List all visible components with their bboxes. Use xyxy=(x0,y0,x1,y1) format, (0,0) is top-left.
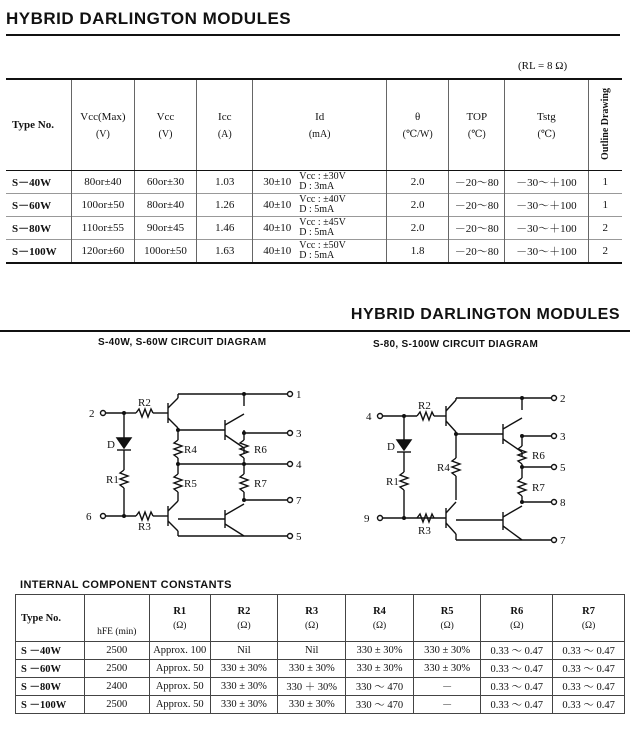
constants-title: INTERNAL COMPONENT CONSTANTS xyxy=(20,579,232,591)
cell-r7: 0.33 ～ 0.47 xyxy=(553,660,625,678)
section-rule xyxy=(0,330,630,332)
spec-table xyxy=(6,78,622,264)
component-label: R1 xyxy=(106,474,119,486)
pin-label: 2 xyxy=(89,408,95,420)
cell-r2: 330 ± 30% xyxy=(210,678,278,696)
cell-r6: 0.33 ～ 0.47 xyxy=(481,642,553,660)
constants-header: Type No. xyxy=(16,595,85,642)
cell-outline: 2 xyxy=(588,240,622,264)
cell-type: S －60W xyxy=(16,660,85,678)
pin-label: 2 xyxy=(560,393,566,405)
cell-outline: 2 xyxy=(588,217,622,240)
cell-r7: 0.33 ～ 0.47 xyxy=(553,642,625,660)
spec-header: Tstg (℃) xyxy=(505,79,588,171)
component-label: R3 xyxy=(138,521,151,533)
cell-r3: 330 ＋ 30% xyxy=(278,678,346,696)
component-label: D xyxy=(387,441,395,453)
component-label: R6 xyxy=(254,444,267,456)
cell-type: S－60W xyxy=(6,194,72,217)
cell-r2: Nil xyxy=(210,642,278,660)
cell-r3: 330 ± 30% xyxy=(278,696,346,714)
constants-row xyxy=(16,678,625,696)
cell-type: S－80W xyxy=(6,217,72,240)
pin-label: 7 xyxy=(560,535,566,547)
spec-header: Icc (A) xyxy=(197,79,253,171)
cell-tstg: －30～＋100 xyxy=(505,217,588,240)
constants-header: R5 (Ω) xyxy=(413,595,481,642)
cell-r4: 330 ～ 470 xyxy=(346,696,414,714)
constants-header-row xyxy=(16,595,625,642)
cell-r5: 330 ± 30% xyxy=(413,660,481,678)
spec-header: Id (mA) xyxy=(253,79,387,171)
spec-row xyxy=(6,171,622,194)
cell-vccmax: 120or±60 xyxy=(72,240,135,264)
cell-r4: 330 ～ 470 xyxy=(346,678,414,696)
pin-label: 5 xyxy=(296,531,302,543)
spec-header: Type No. xyxy=(6,79,72,171)
cell-vccmax: 110or±55 xyxy=(72,217,135,240)
component-label: R6 xyxy=(532,450,545,462)
cell-hfe: 2500 xyxy=(84,696,149,714)
load-note: (RL = 8 Ω) xyxy=(518,60,568,72)
cell-r7: 0.33 ～ 0.47 xyxy=(553,696,625,714)
cell-r4: 330 ± 30% xyxy=(346,660,414,678)
spec-header: Vcc (V) xyxy=(134,79,197,171)
cell-r5: 330 ± 30% xyxy=(413,642,481,660)
cell-r5: － xyxy=(413,678,481,696)
spec-row xyxy=(6,240,622,264)
cell-r6: 0.33 ～ 0.47 xyxy=(481,696,553,714)
cell-id: 40±10 Vcc : ±50V D : 5mA xyxy=(253,240,387,264)
component-label: R5 xyxy=(184,478,197,490)
cell-r6: 0.33 ～ 0.47 xyxy=(481,660,553,678)
cell-r3: 330 ± 30% xyxy=(278,660,346,678)
cell-theta: 1.8 xyxy=(387,240,449,264)
title-rule xyxy=(6,34,620,36)
cell-vcc: 80or±40 xyxy=(134,194,197,217)
constants-header: R7 (Ω) xyxy=(553,595,625,642)
spec-header: θ (℃/W) xyxy=(387,79,449,171)
cell-outline: 1 xyxy=(588,194,622,217)
cell-id: 40±10 Vcc : ±40V D : 5mA xyxy=(253,194,387,217)
component-label: R4 xyxy=(437,462,450,474)
constants-header: hFE (min) xyxy=(84,595,149,642)
cell-id: 30±10 Vcc : ±30V D : 3mA xyxy=(253,171,387,194)
cell-theta: 2.0 xyxy=(387,194,449,217)
cell-icc: 1.46 xyxy=(197,217,253,240)
diagram1-caption: S-40W, S-60W CIRCUIT DIAGRAM xyxy=(98,337,267,348)
constants-header: R3 (Ω) xyxy=(278,595,346,642)
pin-label: 7 xyxy=(296,495,302,507)
cell-theta: 2.0 xyxy=(387,217,449,240)
cell-tstg: －30～＋100 xyxy=(505,194,588,217)
pin-label: 8 xyxy=(560,497,566,509)
pin-label: 3 xyxy=(560,431,566,443)
cell-vcc: 100or±50 xyxy=(134,240,197,264)
cell-outline: 1 xyxy=(588,171,622,194)
pin-label: 4 xyxy=(366,411,372,423)
cell-type: S －100W xyxy=(16,696,85,714)
component-label: R7 xyxy=(532,482,545,494)
constants-row xyxy=(16,660,625,678)
pin-label: 4 xyxy=(296,459,302,471)
cell-type: S－40W xyxy=(6,171,72,194)
pin-label: 1 xyxy=(296,389,302,401)
cell-id: 40±10 Vcc : ±45V D : 5mA xyxy=(253,217,387,240)
constants-header: R2 (Ω) xyxy=(210,595,278,642)
cell-type: S－100W xyxy=(6,240,72,264)
pin-label: 9 xyxy=(364,513,370,525)
component-label: D xyxy=(107,439,115,451)
component-label: R2 xyxy=(138,397,151,409)
cell-icc: 1.03 xyxy=(197,171,253,194)
constants-header: R4 (Ω) xyxy=(346,595,414,642)
spec-row xyxy=(6,217,622,240)
component-label: R3 xyxy=(418,525,431,537)
cell-r1: Approx. 50 xyxy=(149,696,210,714)
spec-header-row xyxy=(6,79,622,171)
pin-label: 3 xyxy=(296,428,302,440)
component-label: R7 xyxy=(254,478,267,490)
circuit-diagram-1 xyxy=(0,370,310,550)
cell-r3: Nil xyxy=(278,642,346,660)
cell-hfe: 2500 xyxy=(84,642,149,660)
spec-row xyxy=(6,194,622,217)
cell-theta: 2.0 xyxy=(387,171,449,194)
cell-r1: Approx. 100 xyxy=(149,642,210,660)
spec-header: Outline Drawing xyxy=(588,79,622,171)
cell-vcc: 90or±45 xyxy=(134,217,197,240)
spec-header: Vcc(Max) (V) xyxy=(72,79,135,171)
page-title: HYBRID DARLINGTON MODULES xyxy=(6,9,292,28)
cell-tstg: －30～＋100 xyxy=(505,240,588,264)
cell-r1: Approx. 50 xyxy=(149,678,210,696)
constants-row xyxy=(16,642,625,660)
cell-top: －20～80 xyxy=(449,217,505,240)
section-title: HYBRID DARLINGTON MODULES xyxy=(350,306,620,323)
cell-vccmax: 100or±50 xyxy=(72,194,135,217)
cell-top: －20～80 xyxy=(449,194,505,217)
component-label: R4 xyxy=(184,444,197,456)
cell-r7: 0.33 ～ 0.47 xyxy=(553,678,625,696)
cell-r2: 330 ± 30% xyxy=(210,696,278,714)
cell-r4: 330 ± 30% xyxy=(346,642,414,660)
cell-r1: Approx. 50 xyxy=(149,660,210,678)
cell-top: －20～80 xyxy=(449,171,505,194)
cell-vcc: 60or±30 xyxy=(134,171,197,194)
constants-table xyxy=(15,594,625,714)
cell-tstg: －30～＋100 xyxy=(505,171,588,194)
cell-hfe: 2400 xyxy=(84,678,149,696)
component-label: R1 xyxy=(386,476,399,488)
circuit-diagram-2 xyxy=(320,370,625,560)
cell-vccmax: 80or±40 xyxy=(72,171,135,194)
spec-header: TOP (℃) xyxy=(449,79,505,171)
cell-icc: 1.63 xyxy=(197,240,253,264)
cell-hfe: 2500 xyxy=(84,660,149,678)
cell-r5: － xyxy=(413,696,481,714)
cell-type: S －40W xyxy=(16,642,85,660)
pin-label: 6 xyxy=(86,511,92,523)
cell-r2: 330 ± 30% xyxy=(210,660,278,678)
cell-type: S －80W xyxy=(16,678,85,696)
pin-label: 5 xyxy=(560,462,566,474)
cell-top: －20～80 xyxy=(449,240,505,264)
constants-header: R1 (Ω) xyxy=(149,595,210,642)
constants-header: R6 (Ω) xyxy=(481,595,553,642)
cell-icc: 1.26 xyxy=(197,194,253,217)
component-label: R2 xyxy=(418,400,431,412)
cell-r6: 0.33 ～ 0.47 xyxy=(481,678,553,696)
diagram2-caption: S-80, S-100W CIRCUIT DIAGRAM xyxy=(373,339,539,350)
constants-row xyxy=(16,696,625,714)
